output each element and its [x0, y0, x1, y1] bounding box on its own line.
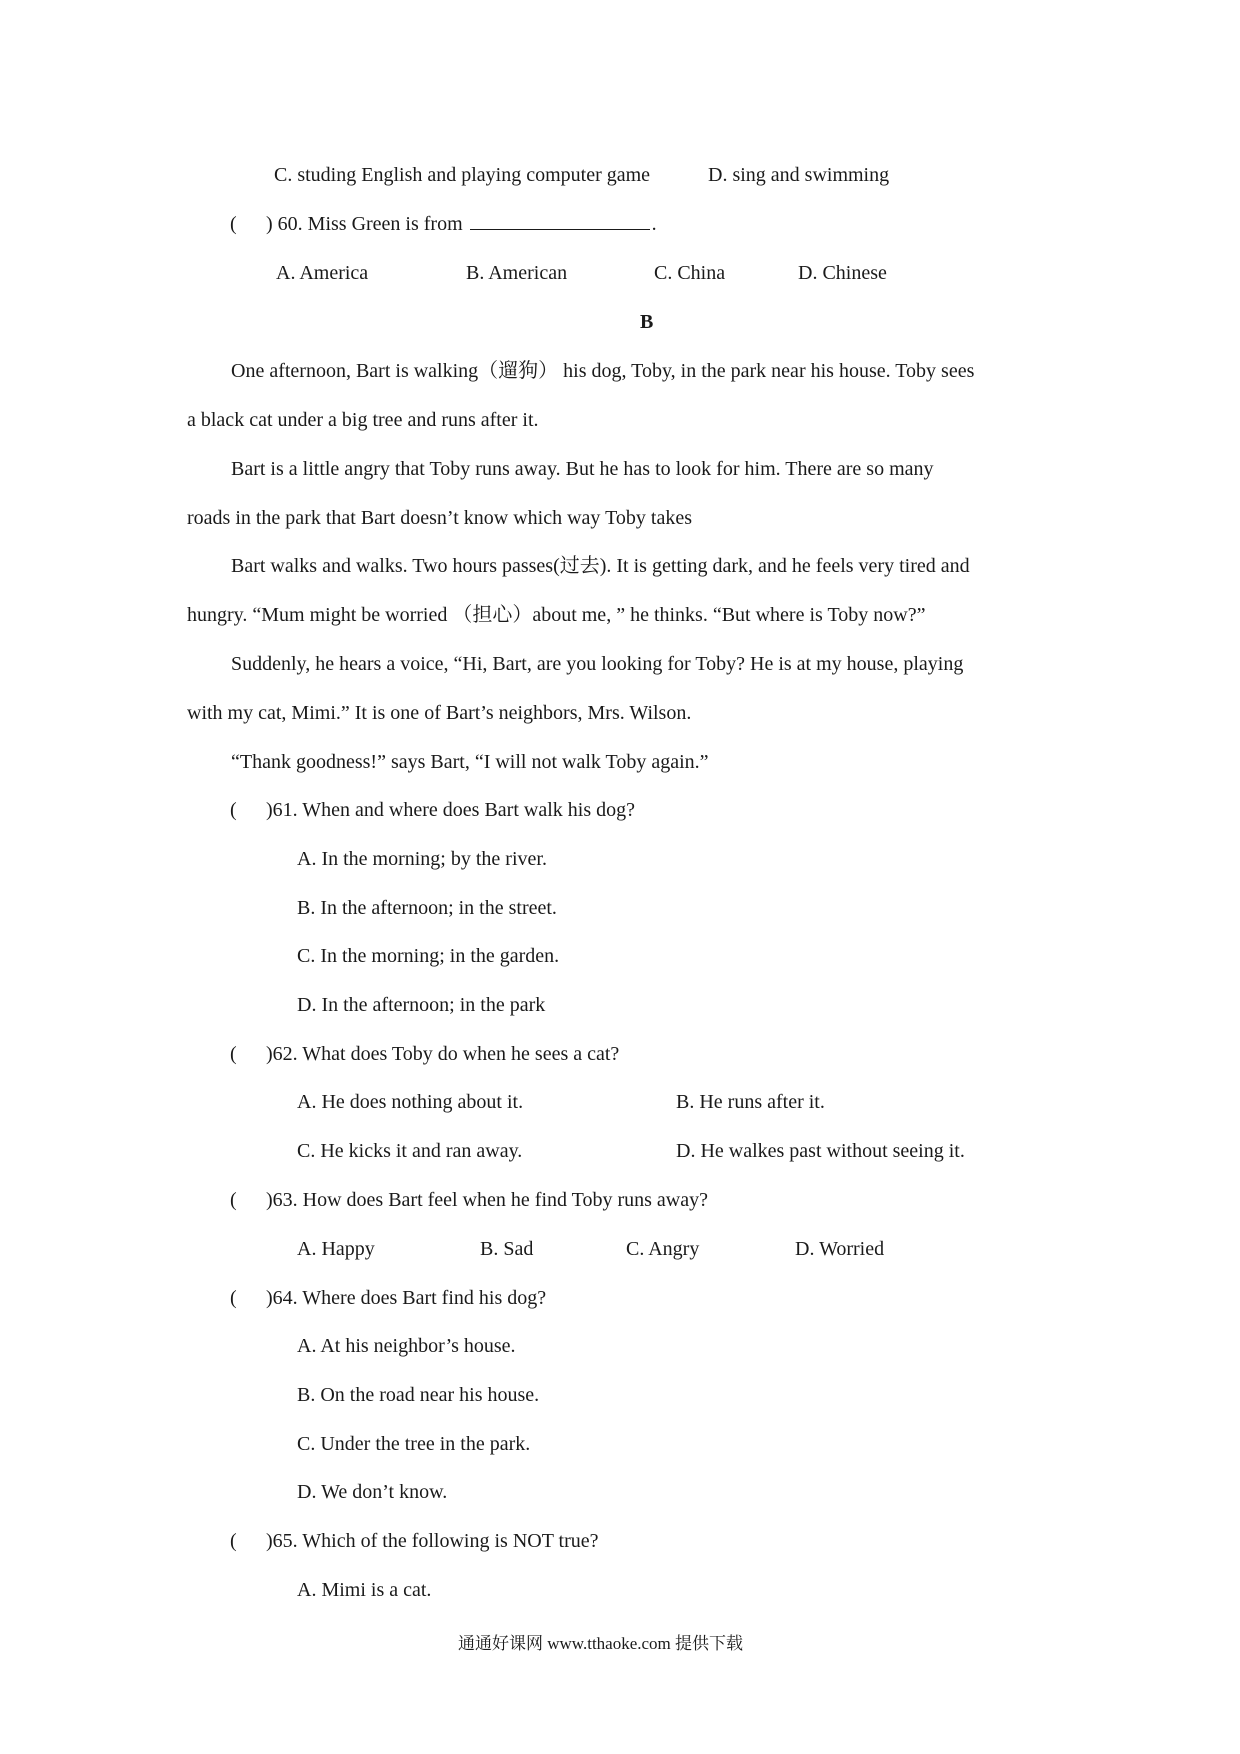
question-64-stem: [230, 1285, 546, 1311]
q61-option-d: D. In the afternoon; in the park: [297, 994, 546, 1016]
q59-option-d: D. sing and swimming: [708, 164, 890, 186]
q63-option-d: D. Worried: [795, 1238, 885, 1260]
question-63-stem: [230, 1187, 708, 1213]
q63-stem-text: )63. How does Bart feel when he find Toby runs away?: [266, 1189, 709, 1211]
q63-option-c: C. Angry: [626, 1238, 700, 1260]
passage-line: a black cat under a big tree and runs after it.: [187, 409, 539, 431]
q61-option-a: A. In the morning; by the river.: [297, 848, 547, 870]
q60-stem-suffix: .: [651, 213, 657, 235]
passage-line: Suddenly, he hears a voice, “Hi, Bart, are you looking for Toby? He is at my house, playing: [231, 653, 964, 675]
question-61-stem: [230, 797, 635, 823]
q60-option-a: A. America: [276, 262, 369, 284]
page-footer: 通通好课网 www.tthaoke.com 提供下载: [458, 1634, 744, 1653]
q64-option-d: D. We don’t know.: [297, 1481, 448, 1503]
question-62-stem: [230, 1041, 619, 1067]
passage-line: Bart walks and walks. Two hours passes(过去). It is getting dark, and he feels very tired and: [231, 555, 970, 577]
q64-stem-text: )64. Where does Bart find his dog?: [266, 1287, 547, 1309]
section-title: B: [640, 311, 654, 333]
answer-paren: (: [230, 1189, 237, 1211]
q64-option-a: A. At his neighbor’s house.: [297, 1335, 516, 1357]
passage-line: “Thank goodness!” says Bart, “I will not walk Toby again.”: [231, 751, 709, 773]
q61-option-b: B. In the afternoon; in the street.: [297, 897, 557, 919]
passage-line: hungry. “Mum might be worried （担心）about me, ” he thinks. “But where is Toby now?”: [187, 604, 926, 626]
q62-stem-text: )62. What does Toby do when he sees a cat?: [266, 1043, 620, 1065]
q59-option-c: C. studing English and playing computer game: [274, 164, 651, 186]
q62-option-b: B. He runs after it.: [676, 1091, 825, 1113]
passage-line: One afternoon, Bart is walking（遛狗） his dog, Toby, in the park near his house. Toby sees: [231, 360, 975, 382]
passage-line: roads in the park that Bart doesn’t know which way Toby takes: [187, 507, 692, 529]
answer-blank: [470, 211, 650, 230]
q62-option-a: A. He does nothing about it.: [297, 1091, 524, 1113]
answer-paren: (: [230, 1043, 237, 1065]
passage-line: with my cat, Mimi.” It is one of Bart’s neighbors, Mrs. Wilson.: [187, 702, 692, 724]
q60-option-b: B. American: [466, 262, 568, 284]
answer-paren: (: [230, 799, 237, 821]
q61-option-c: C. In the morning; in the garden.: [297, 945, 560, 967]
q62-option-d: D. He walkes past without seeing it.: [676, 1140, 965, 1162]
q61-stem-text: )61. When and where does Bart walk his dog?: [266, 799, 635, 821]
q64-option-b: B. On the road near his house.: [297, 1384, 540, 1406]
passage-line: Bart is a little angry that Toby runs away. But he has to look for him. There are so many: [231, 458, 934, 480]
q60-stem-prefix: ) 60. Miss Green is from: [266, 213, 463, 235]
q62-option-c: C. He kicks it and ran away.: [297, 1140, 523, 1162]
question-60-stem: [230, 211, 657, 237]
q60-option-d: D. Chinese: [798, 262, 887, 284]
q60-option-c: C. China: [654, 262, 726, 284]
q65-option-a: A. Mimi is a cat.: [297, 1579, 432, 1601]
q63-option-b: B. Sad: [480, 1238, 534, 1260]
q65-stem-text: )65. Which of the following is NOT true?: [266, 1530, 599, 1552]
answer-paren: (: [230, 213, 237, 235]
q64-option-c: C. Under the tree in the park.: [297, 1433, 531, 1455]
q63-option-a: A. Happy: [297, 1238, 375, 1260]
answer-paren: (: [230, 1287, 237, 1309]
question-65-stem: [230, 1528, 599, 1554]
answer-paren: (: [230, 1530, 237, 1552]
